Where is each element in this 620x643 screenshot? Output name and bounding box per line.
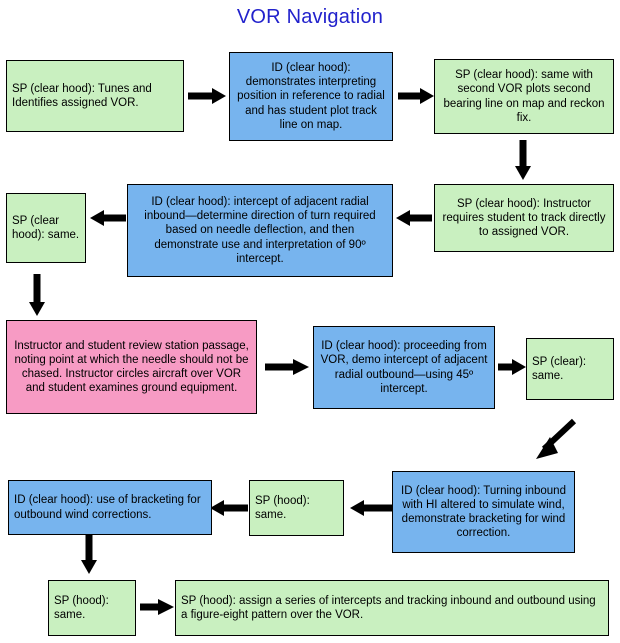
arrow-n5-to-n6: [88, 208, 128, 228]
arrow-n6-to-n7: [26, 272, 48, 318]
arrow-n7-to-n8: [263, 357, 311, 377]
flow-node-sp-track-directly: [434, 184, 614, 252]
flow-node-text: SP (clear hood): same.: [12, 214, 80, 241]
flow-node-id-interpret-position: [229, 52, 393, 141]
arrow-n4-to-n5: [394, 208, 434, 228]
flow-node-sp-tunes-identifies: [6, 60, 184, 132]
arrow-n13-to-n14: [138, 597, 176, 617]
arrow-n3-to-n4: [512, 138, 534, 182]
arrow-n8-to-n9: [496, 357, 528, 377]
flow-node-text: SP (hood): same.: [54, 594, 109, 621]
flow-node-text: SP (hood): same.: [255, 494, 310, 521]
flow-node-text: ID (clear hood): demonstrates interpreting position in reference to radial and has student plot track line on map.: [237, 62, 385, 131]
flow-node-text: ID (clear hood): use of bracketing for outbound wind corrections.: [14, 494, 201, 521]
arrow-n2-to-n3: [396, 86, 436, 106]
flow-node-sp-clear-hood-same: [6, 193, 86, 263]
arrow-n1-to-n2: [186, 86, 228, 106]
flow-node-id-turning-inbound-bracketing: [392, 471, 575, 553]
arrow-n11-to-n12: [208, 498, 250, 518]
flow-node-text: SP (clear hood): Tunes and Identifies assigned VOR.: [12, 82, 152, 109]
page-title: VOR Navigation: [236, 6, 384, 28]
flow-node-text: SP (clear hood): Instructor requires student to track directly to assigned VOR.: [442, 197, 606, 238]
flow-node-id-bracketing-outbound-wind: [8, 480, 212, 535]
flow-node-text: SP (clear): same.: [532, 355, 587, 382]
arrow-n9-to-n10: [520, 415, 582, 467]
flow-node-id-intercept-adjacent-radial-inbound: [127, 184, 393, 277]
flow-node-sp-hood-same-1: [249, 480, 344, 536]
flow-node-station-passage-review: [6, 320, 257, 414]
flow-node-sp-hood-same-2: [48, 580, 136, 636]
flow-node-text: ID (clear hood): proceeding from VOR, demo intercept of adjacent radial outbound—using 45º intercept.: [320, 340, 488, 395]
flow-node-text: ID (clear hood): intercept of adjacent radial inbound—determine direction of turn required based on needle deflection, and then demonstrate use and interpretation of 90º intercept.: [144, 196, 376, 265]
flow-node-sp-hood-figure-eight: [175, 580, 609, 636]
arrow-n12-to-n13: [78, 532, 100, 576]
arrow-n10-to-n11: [348, 498, 394, 518]
flow-node-text: SP (hood): assign a series of intercepts and tracking inbound and outbound using a figure-eight pattern over the VOR.: [181, 594, 596, 621]
flow-node-id-intercept-adjacent-radial-outbound: [313, 326, 495, 409]
flow-node-text: SP (clear hood): same with second VOR plots second bearing line on map and reckon fix.: [443, 69, 605, 124]
flow-node-text: ID (clear hood): Turning inbound with HI altered to simulate wind, demonstrate bracketing for wind correction.: [401, 484, 566, 540]
flow-node-sp-clear-same: [526, 338, 614, 400]
flow-node-sp-second-vor-fix: [434, 59, 614, 134]
flow-node-text: Instructor and student review station passage, noting point at which the needle should not be chased. Instructor circles aircraft over VOR and student examines ground equipment.: [14, 339, 249, 395]
